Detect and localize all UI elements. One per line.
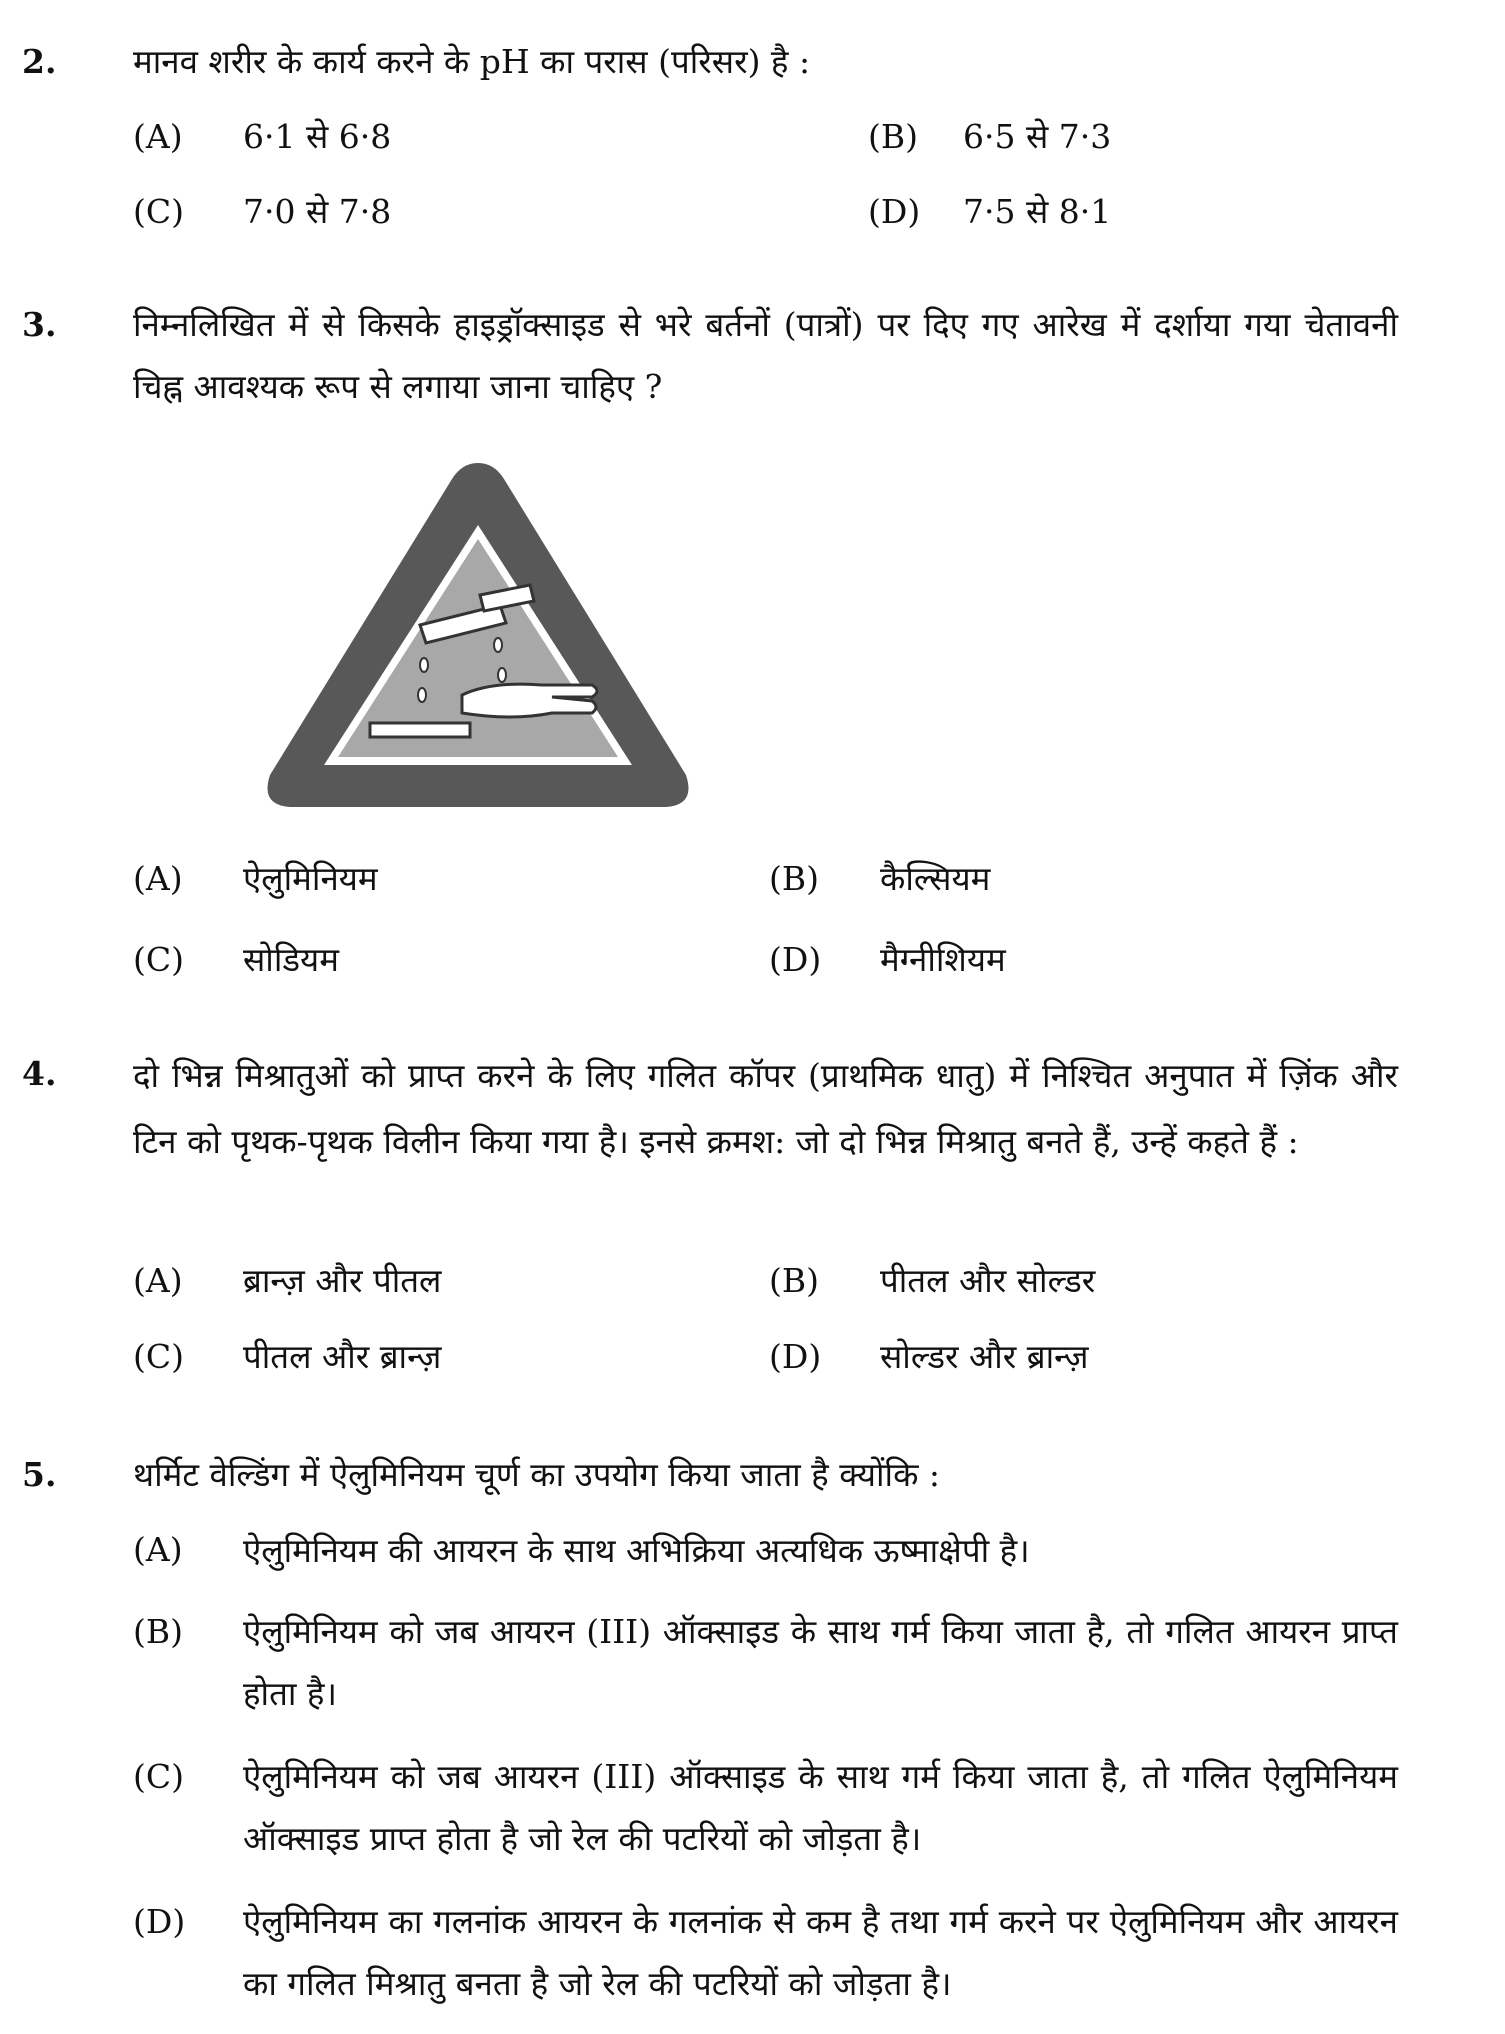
option-text: 6·1 से 6·8	[243, 117, 392, 156]
option-label: (D)	[133, 1902, 186, 1941]
option-text: ऐलुमिनियम का गलनांक आयरन के गलनांक से कम है तथा गर्म करने पर ऐलुमिनियम और आयरन का गलित मिश्रातु बनता है जो रेल की पटरियों को जोड़ता है।	[243, 1902, 1398, 2003]
option-text: ऐलुमिनियम की आयरन के साथ अभिक्रिया अत्यधिक ऊष्माक्षेपी है।	[243, 1531, 1030, 1570]
option-label: (A)	[133, 1530, 183, 1569]
option-text: 7·5 से 8·1	[963, 192, 1112, 231]
option-label: (D)	[769, 1337, 822, 1376]
option-text: ऐलुमिनियम	[243, 859, 378, 898]
option-label: (A)	[133, 859, 183, 898]
option-text: सोल्डर और ब्रान्ज़	[880, 1337, 1089, 1376]
option-text: 7·0 से 7·8	[243, 192, 392, 231]
option-label: (C)	[133, 1337, 184, 1376]
option-label: (A)	[133, 1261, 183, 1300]
option-text: कैल्सियम	[880, 859, 991, 898]
question-2-text: मानव शरीर के कार्य करने के pH का परास (परिसर) है :	[133, 42, 811, 81]
option-label: (B)	[769, 859, 819, 898]
option-label: (B)	[769, 1261, 819, 1300]
question-5-number: 5.	[22, 1455, 57, 1494]
option-text: पीतल और ब्रान्ज़	[243, 1337, 442, 1376]
option-text: पीतल और सोल्डर	[880, 1261, 1096, 1300]
option-text: ऐलुमिनियम को जब आयरन (III) ऑक्साइड के साथ गर्म किया जाता है, तो गलित आयरन प्राप्त होता है।	[243, 1612, 1398, 1713]
option-text: सोडियम	[243, 940, 339, 979]
option-text: 6·5 से 7·3	[963, 117, 1112, 156]
option-text: ब्रान्ज़ और पीतल	[243, 1261, 442, 1300]
option-label: (A)	[133, 117, 183, 156]
option-label: (C)	[133, 192, 184, 231]
question-4-number: 4.	[22, 1054, 57, 1093]
question-4-text: दो भिन्न मिश्रातुओं को प्राप्त करने के लिए गलित कॉपर (प्राथमिक धातु) में निश्चित अनुपात में ज़िंक और टिन को पृथक-पृथक विलीन किया गया है। इनसे क्रमश: जो दो भिन्न मिश्रातु बनते हैं, उन्हें कहते हैं :	[133, 1056, 1398, 1161]
question-2-number: 2.	[22, 42, 57, 81]
option-label: (C)	[133, 1757, 184, 1796]
question-3-number: 3.	[22, 305, 57, 344]
option-label: (C)	[133, 940, 184, 979]
option-text: ऐलुमिनियम को जब आयरन (III) ऑक्साइड के साथ गर्म किया जाता है, तो गलित ऐलुमिनियम ऑक्साइड प्राप्त होता है जो रेल की पटरियों को जोड़ता है।	[243, 1757, 1398, 1858]
corrosive-warning-sign-icon	[262, 455, 694, 815]
question-3-text: निम्नलिखित में से किसके हाइड्रॉक्साइड से भरे बर्तनों (पात्रों) पर दिए गए आरेख में दर्शाया गया चेतावनी चिह्न आवश्यक रूप से लगाया जाना चाहिए ?	[133, 305, 1398, 406]
option-label: (D)	[868, 192, 921, 231]
option-text: मैग्नीशियम	[880, 940, 1006, 979]
option-label: (B)	[133, 1612, 183, 1651]
option-label: (D)	[769, 940, 822, 979]
option-label: (B)	[868, 117, 918, 156]
question-5-text: थर्मिट वेल्डिंग में ऐलुमिनियम चूर्ण का उपयोग किया जाता है क्योंकि :	[133, 1455, 941, 1494]
